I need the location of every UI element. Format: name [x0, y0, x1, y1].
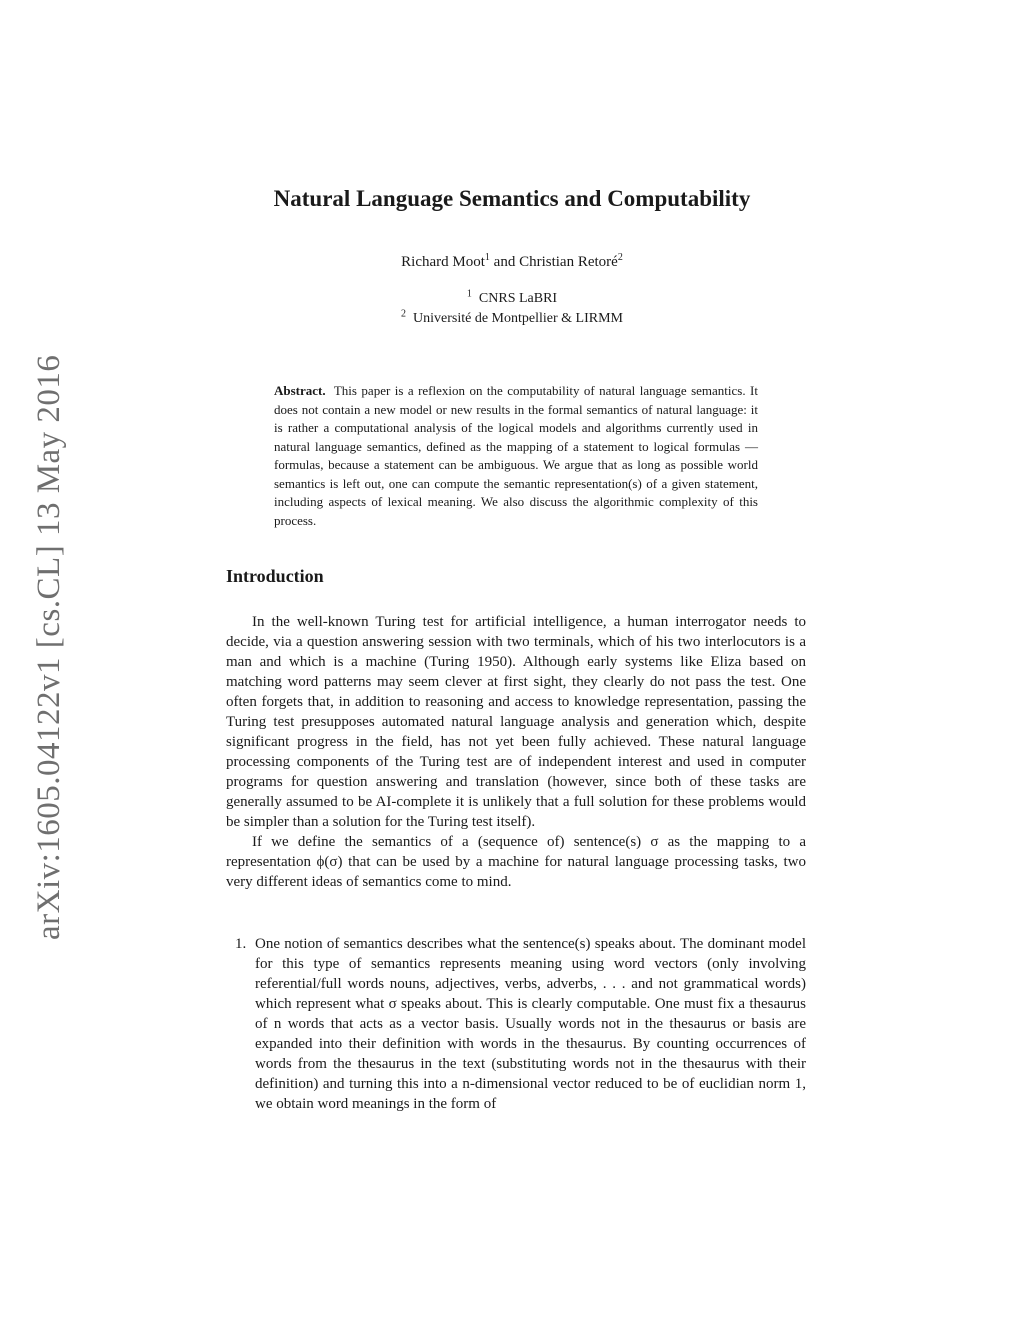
author-name: Christian Retoré [519, 254, 618, 270]
section-body [226, 612, 806, 892]
author-affiliation-mark: 2 [617, 252, 623, 263]
affiliation-mark: 1 [466, 288, 472, 300]
author-name: Richard Moot [401, 254, 485, 270]
list-item-number: 1. [235, 936, 247, 952]
affiliation-item [0, 289, 1024, 309]
affiliation-name: Université de Montpellier & LIRMM [413, 311, 623, 326]
abstract-label: Abstract. [274, 383, 326, 398]
author-connector: and [489, 254, 520, 270]
affiliation-mark: 2 [401, 308, 407, 320]
abstract [274, 382, 758, 530]
author-line [0, 254, 1024, 271]
paper-title: Natural Language Semantics and Computability [273, 186, 751, 211]
affiliation-item [0, 309, 1024, 329]
arxiv-identifier-stamp: arXiv:1605.04122v1 [cs.CL] 13 May 2016 [31, 354, 67, 940]
body-paragraph: If we define the semantics of a (sequence of) sentence(s) σ as the mapping to a representation ϕ(σ) that can be used by a machine for natural language processing tasks, two very different ideas of semantics come to mind. [226, 834, 806, 890]
list-item [226, 934, 806, 1114]
section-heading: Introduction [226, 566, 324, 586]
abstract-text: This paper is a reflexion on the computability of natural language semantics. It does not contain a new model or new results in the formal semantics of natural language: it is rather a computational analysis of the logical models and algorithms currently used in natural language semantics, defined as the mapping of a statement to logical formulas — formulas, because a statement can be ambiguous. We argue that as long as possible world semantics is left out, one can compute the semantic representation(s) of a given statement, including aspects of lexical meaning. We also discuss the algorithmic complexity of this process. [274, 383, 758, 528]
body-paragraph: In the well-known Turing test for artificial intelligence, a human interrogator needs to decide, via a question answering session with two terminals, which of his two interlocutors is a man and which is a machine (Turing 1950). Although early systems like Eliza based on matching word patterns may seem clever at first sight, they clearly do not pass the test. One often forgets that, in addition to reasoning and access to knowledge representation, passing the Turing test presupposes automated natural language analysis and generation which, despite significant progress in the field, has not yet been fully achieved. These natural language processing components of the Turing test are of independent interest and used in computer programs for question answering and translation (however, since both of these tasks are generally assumed to be AI-complete it is unlikely that a full solution for these problems would be simpler than a solution for the Turing test itself). [226, 614, 806, 830]
list-item-text: One notion of semantics describes what the sentence(s) speaks about. The dominant model for this type of semantics represents meaning using word vectors (only involving referential/full words nouns, adjectives, verbs, adverbs, . . . and not grammatical words) which represent what σ speaks about. This is clearly computable. One must fix a thesaurus of n words that acts as a vector basis. Usually words not in the thesaurus or basis are expanded into their definition with words in the thesaurus. By counting occurrences of words from the thesaurus in the text (substituting words not in the thesaurus with their definition) and turning this into a n-dimensional vector reduced to be of euclidian norm 1, we obtain word meanings in the form of [255, 936, 806, 1112]
affiliation-list [0, 289, 1024, 329]
affiliation-name: CNRS LaBRI [478, 291, 558, 306]
numbered-list [226, 934, 806, 1114]
author-affiliation-mark: 1 [484, 252, 490, 263]
